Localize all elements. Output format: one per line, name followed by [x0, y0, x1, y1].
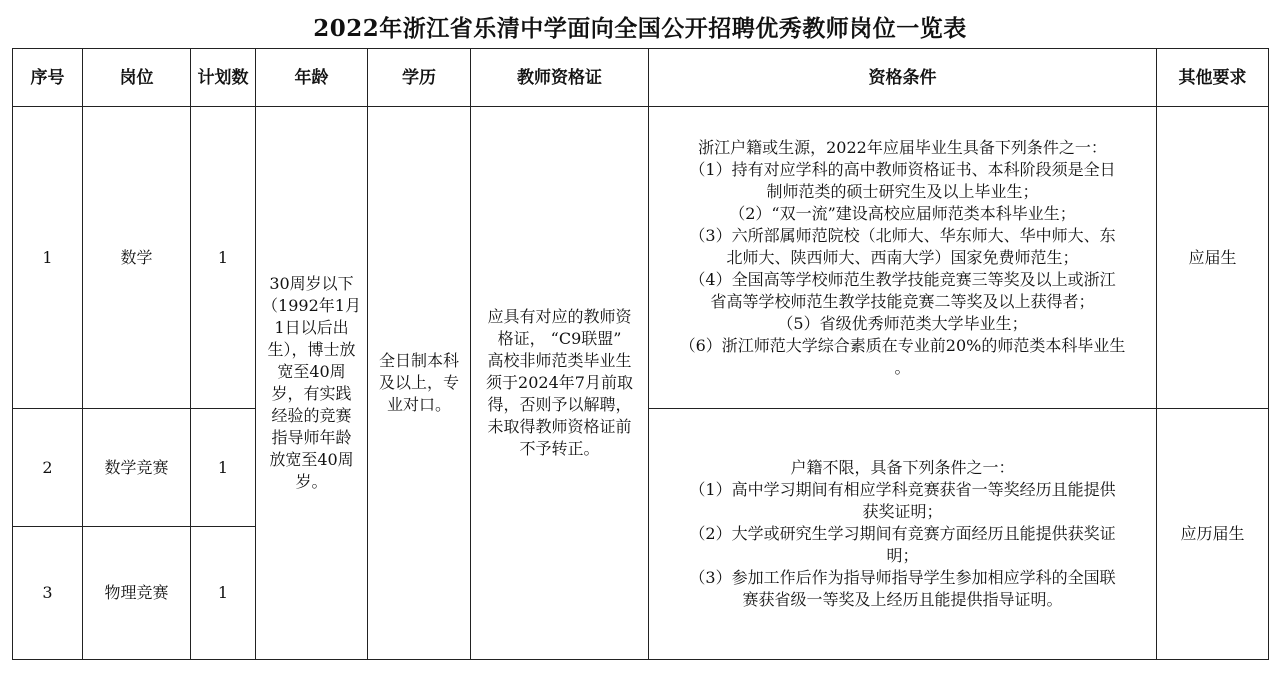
row-position: 物理竞赛	[83, 527, 191, 660]
header-other: 其他要求	[1157, 49, 1269, 107]
certificate-requirement: 应具有对应的教师资 格证， “C9联盟” 高校非师范类毕业生 须于2024年7月前取 得，否则予以解聘， 未取得教师资格证前 不予转正。	[471, 107, 649, 660]
page-title: 2022年浙江省乐清中学面向全国公开招聘优秀教师岗位一览表	[313, 15, 967, 42]
header-certificate: 教师资格证	[471, 49, 649, 107]
row-plan: 1	[191, 527, 256, 660]
header-age: 年龄	[256, 49, 368, 107]
header-education: 学历	[368, 49, 471, 107]
header-position: 岗位	[83, 49, 191, 107]
table-row	[13, 107, 1269, 409]
other-group1: 应届生	[1157, 107, 1269, 409]
row-seq: 1	[13, 107, 83, 409]
qualifications-group2: 户籍不限，具备下列条件之一： （1）高中学习期间有相应学科竞赛获省一等奖经历且能提供 获奖证明； （2）大学或研究生学习期间有竞赛方面经历且能提供获奖证 明； （3）参加工作后作为指导师指导学生参加相应学科的全国联 赛获省级一等奖及上经历且能提供指导证明。	[649, 409, 1157, 660]
header-qualifications: 资格条件	[649, 49, 1157, 107]
positions-table	[12, 48, 1269, 660]
header-row	[13, 49, 1269, 107]
row-plan: 1	[191, 409, 256, 527]
row-position: 数学	[83, 107, 191, 409]
education-requirement: 全日制本科 及以上，专 业对口。	[368, 107, 471, 660]
age-requirement: 30周岁以下 （1992年1月 1日以后出 生），博士放 宽至40周 岁，有实践 经验的竞赛 指导师年龄 放宽至40周 岁。	[256, 107, 368, 660]
row-plan: 1	[191, 107, 256, 409]
other-group2: 应历届生	[1157, 409, 1269, 660]
row-seq: 3	[13, 527, 83, 660]
header-plan: 计划数	[191, 49, 256, 107]
row-position: 数学竞赛	[83, 409, 191, 527]
qualifications-group1: 浙江户籍或生源，2022年应届毕业生具备下列条件之一： （1）持有对应学科的高中教师资格证书、本科阶段须是全日 制师范类的硕士研究生及以上毕业生； （2）“双一流”建设高校应届师范类本科毕业生； （3）六所部属师范院校（北师大、华东师大、华中师大、东 北师大、陕西师大、西南大学）国家免费师范生； （4）全国高等学校师范生教学技能竞赛三等奖及以上或浙江 省高等学校师范生教学技能竞赛二等奖及以上获得者； （5）省级优秀师范类大学毕业生； （6）浙江师范大学综合素质在专业前20%的师范类本科毕业生 。	[649, 107, 1157, 409]
header-seq: 序号	[13, 49, 83, 107]
row-seq: 2	[13, 409, 83, 527]
